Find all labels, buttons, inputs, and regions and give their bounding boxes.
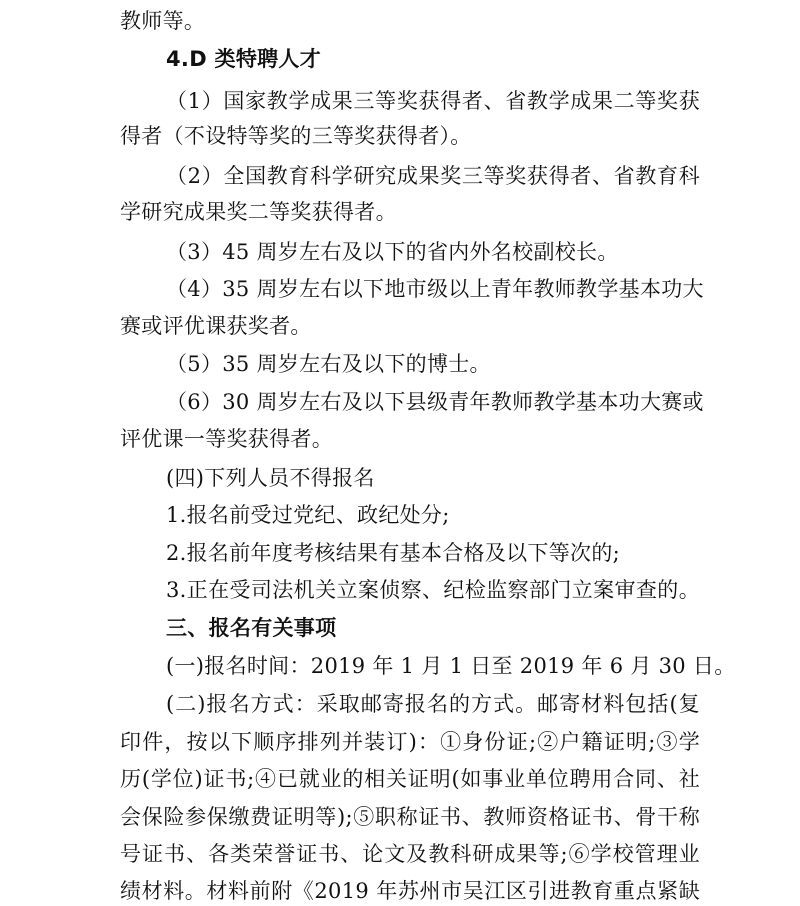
text-line: （6）30 周岁左右及以下县级青年教师教学基本功大赛或 [166, 390, 704, 414]
text-line: (二)报名方式：采取邮寄报名的方式。邮寄材料包括(复 [166, 692, 700, 716]
section-heading: 三、报名有关事项 [166, 616, 337, 640]
section-heading: 4.D 类特聘人才 [166, 47, 322, 71]
text-line: （1）国家教学成果三等奖获得者、省教学成果二等奖获 [166, 89, 700, 113]
text-line: 评优课一等奖获得者。 [120, 427, 333, 451]
list-item: 1.报名前受过党纪、政纪处分; [166, 503, 450, 527]
text-line: 会保险参保缴费证明等);⑤职称证书、教师资格证书、骨干称 [120, 805, 700, 829]
text-line: （2）全国教育科学研究成果奖三等奖获得者、省教育科 [166, 164, 700, 188]
list-item: 3.正在受司法机关立案侦察、纪检监察部门立案审查的。 [166, 578, 700, 602]
text-line: 得者（不设特等奖的三等奖获得者）。 [120, 124, 472, 148]
text-line: （3）45 周岁左右及以下的省内外名校副校长。 [166, 240, 619, 264]
list-item: 2.报名前年度考核结果有基本合格及以下等次的; [166, 541, 621, 565]
text-line: 绩材料。材料前附《2019 年苏州市吴江区引进教育重点紧缺 [120, 879, 700, 903]
text-line: 赛或评优课获奖者。 [120, 314, 312, 338]
text-line: （5）35 周岁左右及以下的博士。 [166, 352, 491, 376]
text-line: (一)报名时间：2019 年 1 月 1 日至 2019 年 6 月 30 日。 [166, 654, 736, 678]
text-line: 学研究成果奖二等奖获得者。 [120, 200, 397, 224]
text-line: 印件，按以下顺序排列并装订)：①身份证;②户籍证明;③学 [120, 730, 700, 754]
subsection-heading: (四)下列人员不得报名 [166, 466, 375, 490]
text-line: （4）35 周岁左右以下地市级以上青年教师教学基本功大 [166, 277, 704, 301]
text-line: 历(学位)证书;④已就业的相关证明(如事业单位聘用合同、社 [120, 767, 700, 791]
text-line: 号证书、各类荣誉证书、论文及教科研成果等;⑥学校管理业 [120, 842, 700, 866]
text-line: 教师等。 [120, 9, 206, 33]
